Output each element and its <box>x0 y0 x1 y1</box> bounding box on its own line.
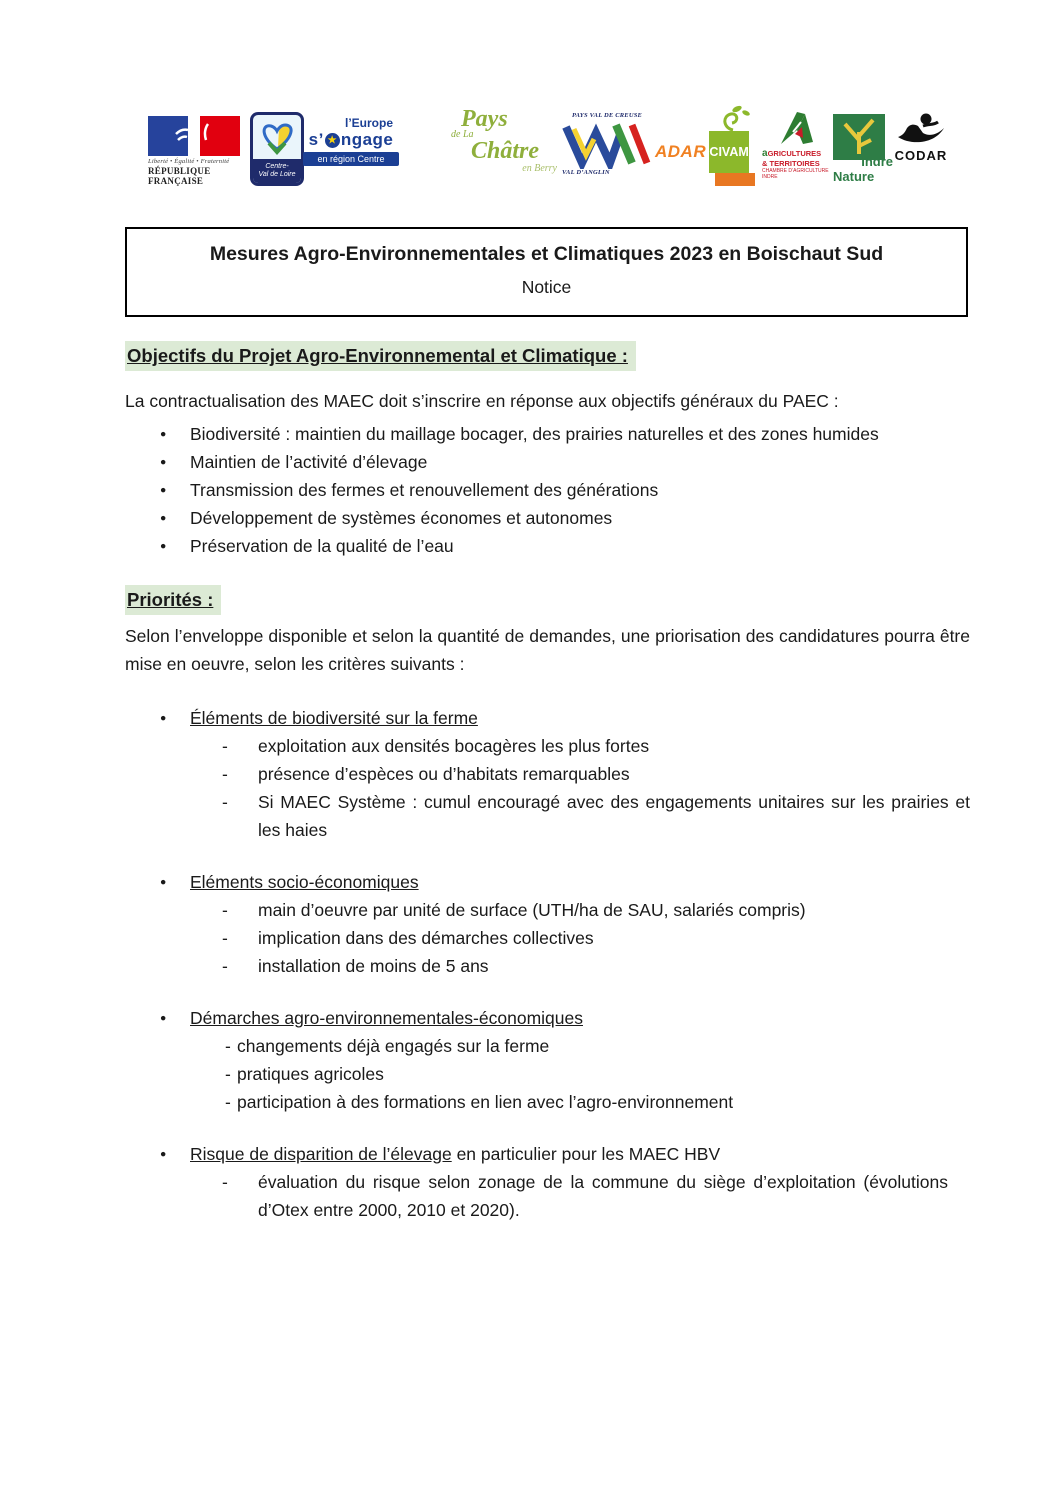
adar-word: ADAR <box>655 142 707 161</box>
group-title-suffix: en particulier pour les MAEC HBV <box>451 1144 721 1164</box>
chatre-line2: de La <box>451 129 474 140</box>
chambre-agriculture-label: CHAMBRE D’AGRICULTURE <box>762 168 829 174</box>
french-flag-marianne-icon <box>148 116 240 156</box>
sub-list <box>125 732 970 844</box>
list-item: - installation de moins de 5 ans <box>125 952 970 980</box>
list-item: - participation à des formations en lien avec l’agro-environnement <box>125 1088 970 1116</box>
objectifs-list <box>125 420 970 560</box>
group-title <box>125 1004 970 1032</box>
logo-europe-sengage <box>303 116 399 166</box>
priority-group-biodiversite <box>125 704 970 844</box>
euro-star-icon <box>325 133 340 148</box>
list-item: - exploitation aux densités bocagères les plus fortes <box>125 732 970 760</box>
indre-label: INDRE <box>762 174 778 180</box>
sengage-word <box>303 130 399 150</box>
group-title <box>125 868 970 896</box>
indre-word: Indre <box>861 154 893 169</box>
europe-word: l’Europe <box>344 116 393 130</box>
logo-centre-val-de-loire <box>250 112 304 186</box>
leaf-swirl-icon <box>717 105 751 133</box>
list-item: ● Biodiversité : maintien du maillage bocager, des prairies naturelles et des zones humides <box>125 420 970 448</box>
logo-chambre-agriculture <box>760 110 832 180</box>
list-item: ● Développement de systèmes économes et autonomes <box>125 504 970 532</box>
codar-word: CODAR <box>894 148 948 163</box>
nature-word: Nature <box>833 169 875 184</box>
sengage-suffix: ngage <box>340 130 394 149</box>
group-title-text: Démarches agro-environnementales-économiques <box>190 1008 583 1028</box>
group-title-text: Éléments de biodiversité sur la ferme <box>190 708 478 728</box>
list-item: - implication dans des démarches collectives <box>125 924 970 952</box>
w-ribbon-icon <box>560 119 654 169</box>
star-glyph: ★ <box>327 134 338 146</box>
section-heading-priorites: Priorités : <box>125 585 221 615</box>
sub-list <box>125 1032 970 1116</box>
priority-groups <box>125 704 970 1224</box>
civam-orange-strip <box>715 173 755 186</box>
list-item: - main d’oeuvre par unité de surface (UTH/ha de SAU, salariés compris) <box>125 896 970 924</box>
document-title: Mesures Agro-Environnementales et Climatiques 2023 en Boischaut Sud <box>209 243 884 265</box>
logo-codar <box>892 112 950 163</box>
priority-group-demarches <box>125 1004 970 1116</box>
priority-group-risque-elevage <box>125 1140 970 1224</box>
document-subtitle: Notice <box>521 277 572 297</box>
logo-republique-francaise <box>148 116 248 186</box>
creuse-bottom-caption: VAL D’ANGLIN <box>562 169 610 176</box>
sub-list <box>125 1168 970 1224</box>
civam-box: CIVAM <box>709 131 749 173</box>
priorites-intro: Selon l’enveloppe disponible et selon la quantité de demandes, une priorisation des candidatures pourra être mise en oeuvre, selon les critères suivants : <box>125 626 970 674</box>
title-box <box>125 227 968 317</box>
region-name-line2: Val de Loire <box>258 171 296 178</box>
region-name <box>253 159 301 183</box>
logo-adar-civam <box>655 105 755 189</box>
group-title-text: Eléments socio-économiques <box>190 872 419 892</box>
list-item: - évaluation du risque selon zonage de la commune du siège d’exploitation (évolutions d’Otex entre 2000, 2010 et 2020). <box>125 1168 948 1224</box>
section-heading-objectifs: Objectifs du Projet Agro-Environnemental et Climatique : <box>125 341 636 371</box>
sub-list <box>125 896 970 980</box>
list-item: ● Transmission des fermes et renouvellement des générations <box>125 476 970 504</box>
region-name-line1: Centre- <box>265 163 289 170</box>
list-item: ● Maintien de l’activité d’élevage <box>125 448 970 476</box>
logo-indre-nature <box>833 114 893 184</box>
chatre-line4: en Berry <box>522 163 557 174</box>
rf-title: RÉPUBLIQUE FRANÇAISE <box>148 166 211 186</box>
logo-pays-val-de-creuse <box>560 112 654 176</box>
list-item: - changements déjà engagés sur la ferme <box>125 1032 970 1060</box>
list-item: - pratiques agricoles <box>125 1060 970 1088</box>
codar-figure-icon <box>892 112 950 146</box>
list-item: - Si MAEC Système : cumul encouragé avec des engagements unitaires sur les prairies et les haies <box>125 788 970 844</box>
objectifs-intro: La contractualisation des MAEC doit s’inscrire en réponse aux objectifs généraux du PAEC : <box>125 391 839 411</box>
heart-icon <box>253 115 301 159</box>
bird-hand-icon <box>760 110 832 148</box>
agricultures-label: aGRICULTURES <box>762 148 822 159</box>
adar-wordmark <box>655 131 749 173</box>
rf-motto: Liberté • Égalité • Fraternité <box>148 158 230 165</box>
sengage-prefix: s’ <box>308 130 324 149</box>
creuse-top-caption: PAYS VAL DE CREUSE <box>571 112 643 119</box>
list-item: - présence d’espèces ou d’habitats remarquables <box>125 760 970 788</box>
region-centre-band: en région Centre <box>303 152 399 166</box>
territoires-label: & TERRITOIRES <box>762 159 820 168</box>
priority-group-socio-economique <box>125 868 970 980</box>
chatre-line1: Pays <box>461 106 508 132</box>
group-title <box>125 1140 970 1168</box>
logo-pays-de-la-chatre <box>443 108 563 192</box>
group-title <box>125 704 970 732</box>
document-body <box>125 341 970 1248</box>
chatre-line3: Châtre <box>471 138 540 164</box>
list-item: ● Préservation de la qualité de l’eau <box>125 532 970 560</box>
group-title-text: Risque de disparition de l’élevage <box>190 1144 452 1164</box>
